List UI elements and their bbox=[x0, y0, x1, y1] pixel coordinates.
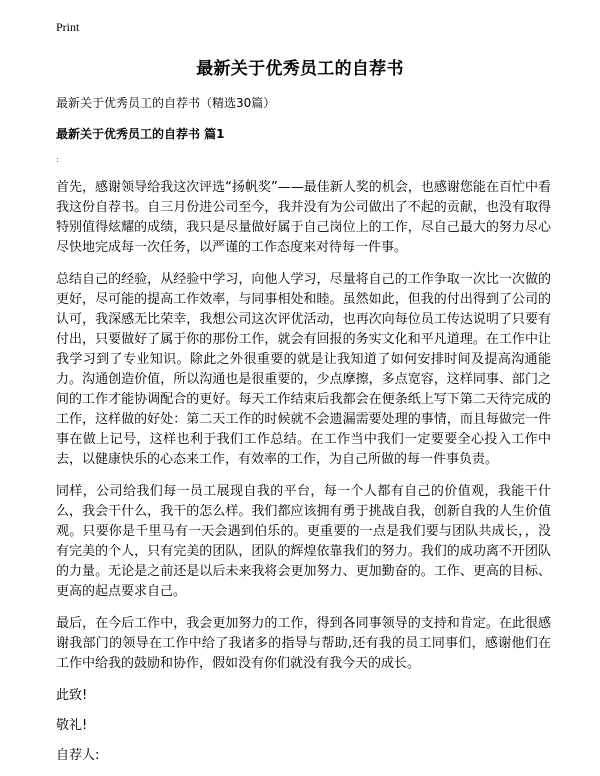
closing-salutation: 此致! bbox=[56, 688, 88, 703]
paragraph-closing: 最后，在今后工作中，我会更加努力的工作，得到各同事领导的支持和肯定。在此很感谢我部门的领导在工作中给了我诸多的指导与帮助,还有我的员工同事们，感谢他们在工作中给我的鼓励和协作，假如没有你们就没有我今天的成长。 bbox=[56, 616, 551, 671]
section-heading: 最新关于优秀员工的自荐书 篇1 bbox=[56, 127, 225, 141]
signature-label: 自荐人: bbox=[56, 748, 100, 763]
letter-body bbox=[56, 178, 551, 776]
document-subtitle: 最新关于优秀员工的自荐书（精选30篇） bbox=[56, 96, 276, 110]
paragraph-experience: 总结自己的经验，从经验中学习，向他人学习，尽量将自己的工作争取一次比一次做的更好，尽可能的提高工作效率，与同事相处和睦。虽然如此，但我的付出得到了公司的认可，我深感无比荣幸，我想公司这次评优活动，也再次向每位员工传达说明了只要有付出，只要做好了属于你的那份工作，就会有回报的务实文化和平凡道理。在工作中让我学习到了专业知识。除此之外很重要的就是让我知道了如何安排时间及提高沟通能力。沟通创造价值，所以沟通也是很重要的，少点摩擦，多点宽容，这样同事、部门之间的工作才能协调配合的更好。每天工作结束后我都会在便条纸上写下第二天待完成的工作，这样做的好处：第二天工作的时候就不会遗漏需要处理的事情，而且每做完一件事在做上记号，这样也利于我们工作总结。在工作当中我们一定要要全心投入工作中去，以健康快乐的心态来工作，有效率的工作，为自己所做的每一件事负责。 bbox=[56, 272, 551, 467]
print-label: Print bbox=[56, 20, 80, 34]
stray-mark: : bbox=[56, 155, 59, 164]
paragraph-teamwork: 同样，公司给我们每一员工展现自我的平台，每一个人都有自己的价值观，我能干什么，我会干什么，我干的怎么样。我们都应该拥有勇于挑战自我，创新自我的人生价值观。只要你是千里马有一天会遇到伯乐的。更重要的一点是我们要与团队共成长，，没有完美的个人，只有完美的团队，团队的辉煌依靠我们的努力。我们的成功离不开团队的力量。无论是之前还是以后未来我将会更加努力、更加勤奋的。工作、更高的目标、更高的起点要求自己。 bbox=[56, 484, 551, 599]
document-title: 最新关于优秀员工的自荐书 bbox=[196, 59, 404, 79]
paragraph-intro: 首先，感谢领导给我这次评选“扬帆奖”——最佳新人奖的机会，也感谢您能在百忙中看我这份自荐书。自三月份进公司至今，我并没有为公司做出了不起的贡献，也没有取得特别值得炫耀的成绩，我只是尽量做好属于自己岗位上的工作，尽自己最大的努力尽心尽快地完成每一次任务，以严谨的工作态度来对待每一件事。 bbox=[56, 180, 551, 255]
closing-regards: 敬礼! bbox=[56, 718, 88, 733]
